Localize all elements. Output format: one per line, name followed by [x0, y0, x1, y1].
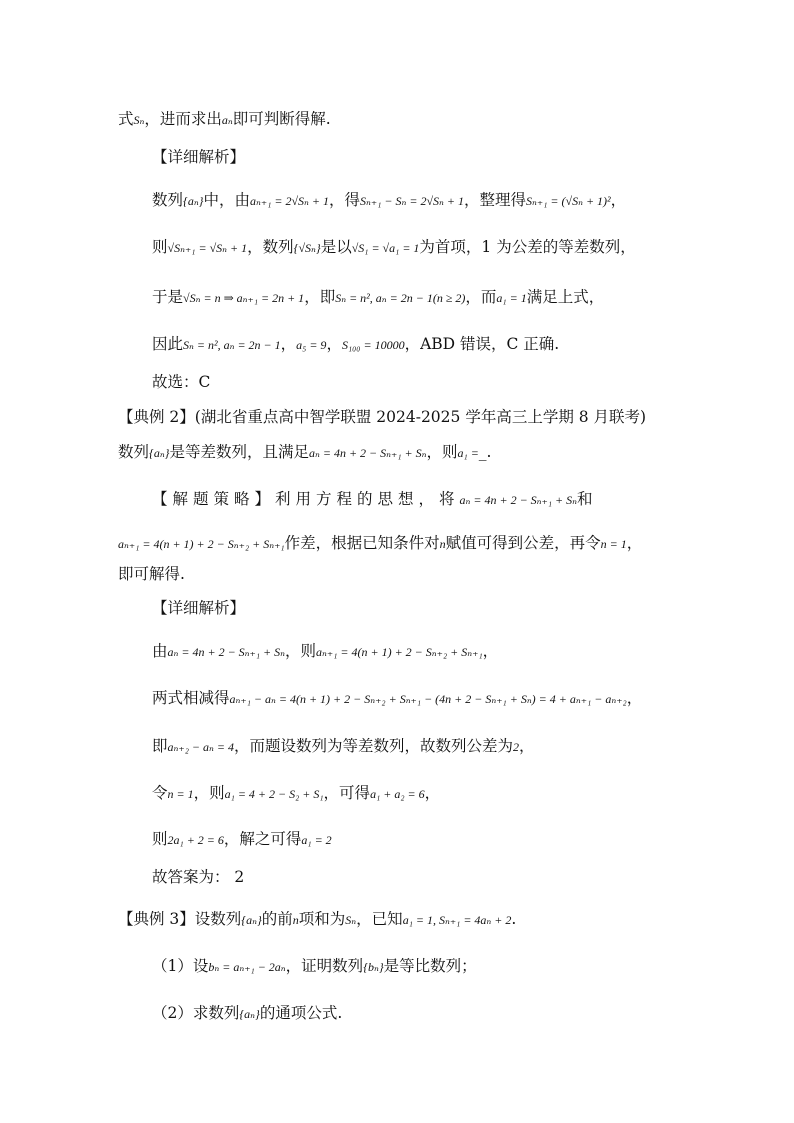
math-expression: √Sₙ = n ⇒ aₙ₊₁ = 2n + 1: [183, 291, 305, 305]
math-expression: a₁ = 1, Sₙ₊₁ = 4aₙ + 2: [402, 913, 512, 927]
text-fragment: ，: [326, 335, 342, 353]
text-fragment: 数列: [152, 191, 184, 209]
math-expression: n = 1: [167, 787, 194, 801]
math-expression: aₙ₊₂ − aₙ = 4: [167, 740, 234, 754]
text-fragment: 是等比数列；: [383, 957, 477, 975]
text-fragment: ，证明数列: [285, 957, 364, 975]
text-fragment: 由: [152, 642, 168, 660]
answer-blank: _.: [478, 443, 492, 461]
math-expression: bₙ = aₙ₊₁ − 2aₙ: [208, 960, 286, 974]
text-fragment: 【解题策略】利用方程的思想，将: [152, 490, 460, 508]
text-fragment: ，: [626, 534, 643, 552]
text-fragment: （2）求数列: [152, 1004, 240, 1022]
text-fragment: ，解之可得: [223, 830, 302, 848]
text-fragment: ，而题设数列为等差数列，故数列公差为: [233, 737, 513, 755]
text-line-12: [118, 563, 185, 585]
text-line-14: [152, 640, 498, 663]
text-fragment: 两式相减得: [152, 689, 230, 707]
math-expression: {aₙ}: [239, 1007, 260, 1021]
text-fragment: ，: [424, 784, 441, 802]
text-fragment: ，进而求出: [144, 110, 222, 128]
text-fragment: 和: [577, 490, 593, 508]
math-expression: n = 1: [600, 537, 627, 551]
text-line-9: [118, 441, 491, 464]
text-line-1: [118, 108, 331, 131]
math-expression: a₁ = 4 + 2 − S₂ + S₁: [224, 787, 324, 801]
text-fragment: 数列: [118, 443, 150, 461]
text-fragment: 于是: [152, 288, 184, 306]
text-fragment: 则: [152, 238, 168, 256]
text-fragment: 作差，根据已知条件对: [284, 534, 440, 552]
text-line-11: [118, 532, 642, 555]
answer-line: [152, 866, 244, 888]
question-part-1: [152, 955, 477, 978]
math-expression: aₙ₊₁ = 4(n + 1) + 2 − Sₙ₊₂ + Sₙ₊₁: [316, 645, 483, 659]
text-fragment: ，整理得: [464, 191, 527, 209]
text-fragment: ，ABD 错误，C 正确.: [404, 335, 560, 353]
text-fragment: ，: [626, 689, 643, 707]
text-line-10: [152, 488, 593, 511]
math-expression: a₅ = 9: [296, 338, 327, 352]
math-expression: Sₙ = n², aₙ = 2n − 1(n ≥ 2): [335, 291, 466, 305]
math-expression: aₙ = 4n + 2 − Sₙ₊₁ + Sₙ: [309, 446, 427, 460]
text-line-17: [152, 782, 440, 805]
math-expression: 2a₁ + 2 = 6: [167, 833, 224, 847]
text-line-18: [152, 828, 332, 851]
math-expression: S₁₀₀ = 10000: [341, 338, 405, 352]
text-fragment: 即: [152, 737, 168, 755]
math-expression: a₁ = 2: [301, 833, 332, 847]
text-fragment: 的前: [261, 910, 293, 928]
math-expression: a₁ =: [457, 446, 479, 460]
math-expression: n: [439, 537, 446, 551]
text-fragment: 是等差数列，且满足: [169, 443, 309, 461]
math-expression: aₙ₊₁ = 4(n + 1) + 2 − Sₙ₊₂ + Sₙ₊₁: [118, 537, 285, 551]
math-expression: {aₙ}: [241, 913, 262, 927]
heading-text: 【典例 2】(湖北省重点高中智学联盟 2024-2025 学年高三上学期 8 月联考): [118, 408, 647, 426]
text-fragment: ，数列: [247, 238, 294, 256]
math-expression: {aₙ}: [149, 446, 170, 460]
text-fragment: 赋值可得到公差，再令: [445, 534, 601, 552]
text-fragment: 因此: [152, 335, 184, 353]
section-heading-detailed-analysis: [152, 146, 245, 168]
text-fragment: 项和为: [298, 910, 346, 928]
text-fragment: ，: [280, 335, 297, 353]
text-fragment: ，则: [285, 642, 317, 660]
text-fragment: （1）设: [152, 957, 209, 975]
math-expression: Sₙ₊₁ − Sₙ = 2√Sₙ + 1: [360, 194, 465, 208]
text-line-15: [152, 687, 642, 710]
text-fragment: 式: [118, 110, 134, 128]
text-fragment: 为首项，1 为公差的等差数列，: [419, 238, 636, 256]
text-fragment: ，即: [304, 288, 336, 306]
text-fragment: ，则: [193, 784, 225, 802]
text-fragment: 中，由: [203, 191, 250, 209]
text-fragment: ，: [518, 737, 535, 755]
text-fragment: 【典例 3】设数列: [118, 910, 242, 928]
text-fragment: 则: [152, 830, 168, 848]
math-expression: √Sₙ₊₁ = √Sₙ + 1: [167, 241, 248, 255]
math-expression: aₙ = 4n + 2 − Sₙ₊₁ + Sₙ: [167, 645, 286, 659]
example-3-heading: [118, 908, 516, 931]
text-line-16: [152, 735, 534, 758]
math-expression: a₁ + a₂ = 6: [370, 787, 425, 801]
text-fragment: ，可得: [323, 784, 371, 802]
math-expression: Sₙ₊₁ = (√Sₙ + 1)²: [526, 194, 611, 208]
text-fragment: .: [511, 910, 517, 928]
text-fragment: 令: [152, 784, 168, 802]
text-fragment: 的通项公式.: [259, 1004, 343, 1022]
text-fragment: 是以: [320, 238, 352, 256]
text-fragment: ，: [482, 642, 499, 660]
text-fragment: ，得: [329, 191, 361, 209]
text-fragment: 满足上式，: [526, 288, 605, 306]
text-fragment: 即可解得.: [118, 565, 185, 583]
answer-text: 故选：C: [152, 373, 211, 391]
math-expression: aₙ: [221, 113, 233, 127]
math-expression: Sₙ = n², aₙ = 2n − 1: [183, 338, 281, 352]
text-fragment: ，: [610, 191, 627, 209]
math-expression: aₙ = 4n + 2 − Sₙ₊₁ + Sₙ: [459, 493, 578, 507]
math-expression: {aₙ}: [183, 194, 204, 208]
answer-text: 故答案为： 2: [152, 868, 245, 886]
heading-text: 【详细解析】: [152, 148, 246, 166]
math-expression: {√Sₙ}: [293, 241, 321, 255]
math-expression: a₁ = 1: [496, 291, 527, 305]
math-expression: 2: [512, 740, 519, 754]
math-expression: √S₁ = √a₁ = 1: [351, 241, 420, 255]
math-expression: aₙ₊₁ = 2√Sₙ + 1: [250, 194, 330, 208]
question-part-2: [152, 1002, 342, 1025]
text-fragment: ，而: [465, 288, 497, 306]
math-expression: aₙ₊₁ − aₙ = 4(n + 1) + 2 − Sₙ₊₂ + Sₙ₊₁ − (4n + 2 − Sₙ₊₁ + Sₙ) = 4 + aₙ₊₁ − aₙ₊₂: [229, 692, 627, 706]
section-heading-detailed-analysis-2: [152, 597, 245, 619]
text-fragment: 即可判断得解.: [232, 110, 331, 128]
heading-text: 【详细解析】: [152, 599, 246, 617]
text-fragment: ，则: [426, 443, 458, 461]
text-line-3: [152, 189, 626, 212]
math-expression: n: [292, 913, 299, 927]
answer-choice-line: [152, 371, 210, 393]
text-line-5: [152, 286, 604, 309]
math-expression: {bₙ}: [363, 960, 384, 974]
math-expression: Sₙ: [133, 113, 145, 127]
example-2-heading: [118, 406, 646, 428]
text-line-4: [152, 236, 636, 259]
math-expression: Sₙ: [345, 913, 357, 927]
text-line-6: [152, 333, 559, 356]
text-fragment: ，已知: [356, 910, 403, 928]
